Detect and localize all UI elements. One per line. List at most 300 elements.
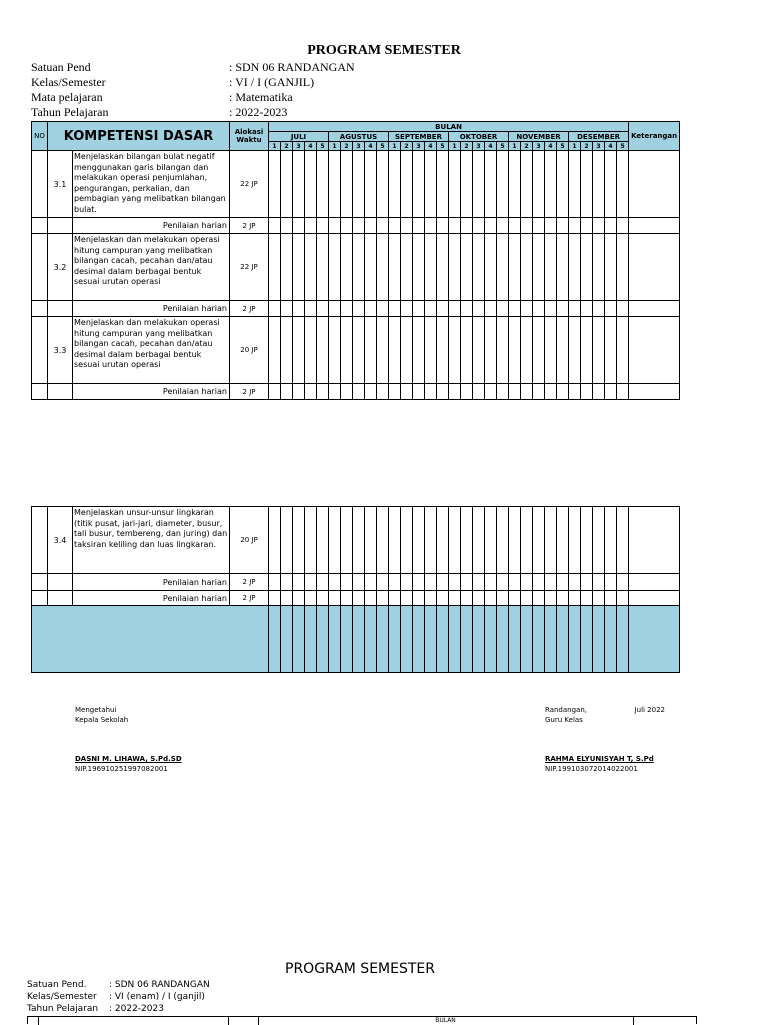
week-cell	[401, 218, 413, 234]
week-number: 3	[533, 142, 545, 151]
week-cell	[533, 151, 545, 218]
week-cell	[485, 606, 497, 673]
time-allocation: 22 JP	[230, 234, 269, 301]
week-cell	[533, 218, 545, 234]
table-row	[32, 218, 680, 234]
week-cell	[353, 574, 365, 591]
week-cell	[281, 591, 293, 606]
week-cell	[605, 591, 617, 606]
month-header: AGUSTUS	[329, 132, 389, 142]
week-cell	[365, 317, 377, 384]
alokasi-waktu-header: Alokasi Waktu	[230, 122, 269, 151]
week-cell	[617, 606, 629, 673]
week-cell	[533, 606, 545, 673]
week-cell	[473, 384, 485, 400]
week-cell	[341, 151, 353, 218]
week-number: 2	[281, 142, 293, 151]
week-cell	[581, 606, 593, 673]
week-cell	[593, 384, 605, 400]
week-cell	[437, 151, 449, 218]
week-cell	[461, 591, 473, 606]
keterangan-cell	[629, 574, 680, 591]
week-cell	[521, 151, 533, 218]
week-cell	[317, 151, 329, 218]
week-cell	[353, 234, 365, 301]
week-cell	[437, 591, 449, 606]
date-label: Juli 2022	[634, 706, 665, 714]
week-cell	[557, 301, 569, 317]
week-cell	[317, 234, 329, 301]
table-row	[32, 234, 680, 301]
page2-bulan-header: BULAN	[435, 1017, 456, 1024]
week-cell	[605, 301, 617, 317]
week-cell	[401, 507, 413, 574]
bulan-header: BULAN	[269, 122, 629, 132]
row-marker-cell	[32, 317, 48, 384]
week-cell	[485, 151, 497, 218]
week-cell	[317, 591, 329, 606]
week-cell	[497, 606, 509, 673]
meta-label: Kelas/Semester	[31, 75, 106, 89]
week-cell	[617, 384, 629, 400]
week-cell	[473, 606, 485, 673]
approval-label: Mengetahui	[75, 706, 117, 714]
week-cell	[581, 151, 593, 218]
week-cell	[281, 507, 293, 574]
week-cell	[521, 218, 533, 234]
week-cell	[269, 591, 281, 606]
assessment-label: Penilaian harian	[73, 301, 230, 317]
meta-value: : 2022-2023	[229, 105, 288, 119]
week-cell	[521, 591, 533, 606]
week-cell	[593, 606, 605, 673]
week-cell	[401, 606, 413, 673]
week-cell	[449, 301, 461, 317]
week-cell	[593, 507, 605, 574]
week-cell	[389, 218, 401, 234]
week-cell	[449, 151, 461, 218]
week-cell	[449, 218, 461, 234]
week-cell	[557, 574, 569, 591]
week-number: 4	[605, 142, 617, 151]
week-cell	[281, 301, 293, 317]
week-cell	[377, 317, 389, 384]
total-row	[32, 606, 680, 673]
week-cell	[413, 574, 425, 591]
week-number: 3	[593, 142, 605, 151]
week-cell	[389, 591, 401, 606]
week-cell	[509, 218, 521, 234]
week-cell	[413, 591, 425, 606]
week-cell	[305, 606, 317, 673]
meta-value: : 2022-2023	[109, 1004, 164, 1014]
week-cell	[533, 384, 545, 400]
week-cell	[305, 591, 317, 606]
week-cell	[269, 234, 281, 301]
week-cell	[365, 591, 377, 606]
week-cell	[293, 234, 305, 301]
week-cell	[377, 384, 389, 400]
week-cell	[389, 151, 401, 218]
week-number: 2	[461, 142, 473, 151]
week-number: 4	[425, 142, 437, 151]
meta-value: : Matematika	[229, 90, 293, 104]
week-number: 3	[293, 142, 305, 151]
meta-label: Satuan Pend	[31, 60, 91, 74]
week-cell	[509, 234, 521, 301]
keterangan-cell	[629, 317, 680, 384]
week-cell	[449, 574, 461, 591]
meta-row	[31, 105, 355, 120]
week-cell	[329, 384, 341, 400]
week-number: 4	[485, 142, 497, 151]
week-cell	[605, 151, 617, 218]
page2-title: PROGRAM SEMESTER	[285, 961, 435, 977]
week-cell	[341, 384, 353, 400]
meta-label: Kelas/Semester	[27, 992, 97, 1002]
week-cell	[317, 218, 329, 234]
kd-number: 3.3	[48, 317, 73, 384]
kd-number	[48, 591, 73, 606]
kd-number	[48, 574, 73, 591]
place-label: Randangan,	[545, 706, 587, 714]
week-number: 4	[365, 142, 377, 151]
week-cell	[593, 591, 605, 606]
row-marker-cell	[32, 591, 48, 606]
week-cell	[401, 591, 413, 606]
week-cell	[353, 151, 365, 218]
week-cell	[581, 234, 593, 301]
week-cell	[533, 301, 545, 317]
week-cell	[401, 384, 413, 400]
week-cell	[569, 317, 581, 384]
week-cell	[437, 317, 449, 384]
week-cell	[377, 574, 389, 591]
week-cell	[437, 574, 449, 591]
week-cell	[545, 606, 557, 673]
row-marker-cell	[32, 151, 48, 218]
week-cell	[449, 384, 461, 400]
assessment-label: Penilaian harian	[73, 384, 230, 400]
week-cell	[617, 151, 629, 218]
week-cell	[377, 591, 389, 606]
week-cell	[413, 151, 425, 218]
week-cell	[449, 591, 461, 606]
no-header: NO	[32, 122, 48, 151]
week-cell	[413, 218, 425, 234]
week-cell	[317, 606, 329, 673]
kd-description: Menjelaskan unsur-unsur lingkaran (titik pusat, jari-jari, diameter, busur, tali busur, tembereng, dan juring) dan taksiran keliling dan luas lingkaran.	[73, 507, 230, 574]
week-cell	[581, 507, 593, 574]
week-cell	[617, 591, 629, 606]
week-cell	[329, 507, 341, 574]
teacher-nip: NIP.199103072014022001	[545, 765, 638, 773]
week-cell	[497, 218, 509, 234]
week-cell	[365, 151, 377, 218]
week-cell	[425, 574, 437, 591]
time-allocation: 2 JP	[230, 301, 269, 317]
week-cell	[605, 218, 617, 234]
kd-number: 3.1	[48, 151, 73, 218]
week-cell	[533, 574, 545, 591]
week-cell	[353, 591, 365, 606]
week-cell	[389, 574, 401, 591]
week-cell	[485, 218, 497, 234]
week-cell	[593, 218, 605, 234]
meta-label: Satuan Pend.	[27, 980, 87, 990]
week-cell	[389, 507, 401, 574]
week-cell	[617, 301, 629, 317]
week-cell	[437, 606, 449, 673]
week-cell	[569, 234, 581, 301]
week-cell	[353, 317, 365, 384]
week-cell	[485, 384, 497, 400]
week-cell	[461, 317, 473, 384]
week-cell	[293, 507, 305, 574]
week-cell	[425, 591, 437, 606]
time-allocation: 2 JP	[230, 574, 269, 591]
keterangan-cell	[629, 151, 680, 218]
month-header: OKTOBER	[449, 132, 509, 142]
time-allocation: 20 JP	[230, 317, 269, 384]
kompetensi-dasar-header: KOMPETENSI DASAR	[48, 122, 230, 151]
week-cell	[269, 151, 281, 218]
kd-number	[48, 301, 73, 317]
week-cell	[437, 301, 449, 317]
week-cell	[497, 507, 509, 574]
meta-label: Tahun Pelajaran	[31, 105, 109, 119]
week-cell	[473, 151, 485, 218]
week-cell	[377, 151, 389, 218]
week-cell	[557, 507, 569, 574]
table-row	[32, 384, 680, 400]
kd-description: Menjelaskan dan melakukan operasi hitung campuran yang melibatkan bilangan cacah, pecahan dan/atau desimal dalam berbagai bentuk sesuai urutan operasi	[73, 317, 230, 384]
row-marker-cell	[32, 507, 48, 574]
week-cell	[449, 606, 461, 673]
week-cell	[545, 317, 557, 384]
week-cell	[329, 151, 341, 218]
week-number: 5	[437, 142, 449, 151]
week-cell	[545, 234, 557, 301]
assessment-label: Penilaian harian	[73, 591, 230, 606]
week-cell	[341, 218, 353, 234]
week-number: 3	[413, 142, 425, 151]
principal-nip: NIP.196910251997082001	[75, 765, 168, 773]
time-allocation: 22 JP	[230, 151, 269, 218]
week-cell	[293, 606, 305, 673]
week-number: 3	[473, 142, 485, 151]
week-cell	[605, 507, 617, 574]
keterangan-cell	[629, 218, 680, 234]
week-cell	[581, 574, 593, 591]
kd-number: 3.2	[48, 234, 73, 301]
time-allocation: 2 JP	[230, 591, 269, 606]
week-cell	[557, 218, 569, 234]
week-cell	[341, 507, 353, 574]
keterangan-cell	[629, 507, 680, 574]
week-number: 5	[377, 142, 389, 151]
week-cell	[437, 507, 449, 574]
week-cell	[473, 317, 485, 384]
week-cell	[497, 591, 509, 606]
week-cell	[521, 301, 533, 317]
week-cell	[269, 507, 281, 574]
week-cell	[293, 151, 305, 218]
week-cell	[341, 317, 353, 384]
week-cell	[401, 234, 413, 301]
meta-label: Tahun Pelajaran	[27, 1004, 99, 1014]
week-cell	[281, 151, 293, 218]
page2-meta	[27, 979, 210, 1015]
week-cell	[341, 234, 353, 301]
week-number: 1	[269, 142, 281, 151]
week-cell	[569, 574, 581, 591]
week-cell	[341, 574, 353, 591]
week-cell	[497, 574, 509, 591]
row-marker-cell	[32, 301, 48, 317]
time-allocation: 20 JP	[230, 507, 269, 574]
row-marker-cell	[32, 574, 48, 591]
row-marker-cell	[32, 218, 48, 234]
week-cell	[557, 317, 569, 384]
week-number: 4	[545, 142, 557, 151]
row-marker-cell	[32, 234, 48, 301]
week-cell	[509, 151, 521, 218]
week-cell	[425, 606, 437, 673]
week-cell	[473, 574, 485, 591]
week-cell	[533, 317, 545, 384]
week-cell	[461, 574, 473, 591]
week-cell	[485, 591, 497, 606]
week-cell	[353, 218, 365, 234]
week-cell	[485, 507, 497, 574]
week-cell	[293, 384, 305, 400]
week-cell	[377, 606, 389, 673]
week-cell	[377, 234, 389, 301]
week-cell	[497, 151, 509, 218]
principal-name: DASNI M. LIHAWA, S.Pd.SD	[75, 755, 182, 763]
month-header: DESEMBER	[569, 132, 629, 142]
week-cell	[317, 384, 329, 400]
week-cell	[485, 317, 497, 384]
week-cell	[437, 384, 449, 400]
week-cell	[425, 234, 437, 301]
week-cell	[593, 317, 605, 384]
week-cell	[293, 317, 305, 384]
week-cell	[521, 507, 533, 574]
total-label-cell	[32, 606, 269, 673]
week-cell	[413, 606, 425, 673]
week-cell	[281, 218, 293, 234]
week-cell	[329, 574, 341, 591]
week-cell	[497, 301, 509, 317]
week-cell	[605, 606, 617, 673]
week-cell	[509, 606, 521, 673]
week-cell	[449, 234, 461, 301]
week-cell	[377, 218, 389, 234]
week-cell	[581, 317, 593, 384]
week-cell	[305, 507, 317, 574]
week-cell	[389, 606, 401, 673]
week-cell	[557, 151, 569, 218]
week-cell	[425, 317, 437, 384]
week-cell	[365, 218, 377, 234]
week-cell	[425, 151, 437, 218]
week-cell	[401, 574, 413, 591]
week-cell	[581, 218, 593, 234]
week-cell	[461, 234, 473, 301]
week-cell	[353, 384, 365, 400]
week-cell	[413, 234, 425, 301]
week-number: 5	[617, 142, 629, 151]
week-cell	[461, 384, 473, 400]
week-cell	[293, 301, 305, 317]
week-cell	[605, 234, 617, 301]
week-cell	[389, 301, 401, 317]
week-cell	[317, 301, 329, 317]
week-cell	[545, 384, 557, 400]
week-cell	[305, 234, 317, 301]
kd-number: 3.4	[48, 507, 73, 574]
week-cell	[353, 606, 365, 673]
week-cell	[317, 574, 329, 591]
kd-description: Menjelaskan dan melakukan operasi hitung campuran yang melibatkan bilangan cacah, pecahan dan/atau desimal dalam berbagai bentuk sesuai urutan operasi	[73, 234, 230, 301]
week-cell	[365, 507, 377, 574]
week-cell	[461, 507, 473, 574]
time-allocation: 2 JP	[230, 384, 269, 400]
signature-left	[75, 705, 182, 774]
keterangan-cell	[629, 606, 680, 673]
teacher-name: RAHMA ELYUNISYAH T, S.Pd	[545, 755, 654, 763]
week-cell	[413, 507, 425, 574]
week-cell	[329, 301, 341, 317]
week-cell	[305, 574, 317, 591]
week-cell	[437, 234, 449, 301]
week-cell	[281, 317, 293, 384]
week-cell	[353, 301, 365, 317]
week-number: 1	[509, 142, 521, 151]
week-cell	[545, 591, 557, 606]
meta-row	[27, 991, 210, 1003]
week-cell	[569, 591, 581, 606]
week-number: 2	[341, 142, 353, 151]
week-cell	[533, 591, 545, 606]
week-cell	[617, 317, 629, 384]
week-cell	[305, 301, 317, 317]
keterangan-cell	[629, 301, 680, 317]
week-cell	[365, 301, 377, 317]
week-number: 2	[581, 142, 593, 151]
week-cell	[305, 317, 317, 384]
week-cell	[269, 384, 281, 400]
week-cell	[497, 317, 509, 384]
week-cell	[281, 574, 293, 591]
meta-value: : SDN 06 RANDANGAN	[109, 980, 210, 990]
table-row	[32, 591, 680, 606]
table-row	[32, 301, 680, 317]
week-number: 1	[449, 142, 461, 151]
signature-right	[545, 705, 665, 774]
week-number: 1	[389, 142, 401, 151]
meta-row	[31, 60, 355, 75]
week-cell	[461, 301, 473, 317]
week-cell	[617, 574, 629, 591]
week-cell	[365, 234, 377, 301]
kd-description: Menjelaskan bilangan bulat negatif menggunakan garis bilangan dan melakukan operasi penjumlahan, pengurangan, perkalian, dan pembagian yang melibatkan bilangan bulat.	[73, 151, 230, 218]
week-cell	[605, 317, 617, 384]
week-cell	[569, 151, 581, 218]
week-cell	[533, 234, 545, 301]
